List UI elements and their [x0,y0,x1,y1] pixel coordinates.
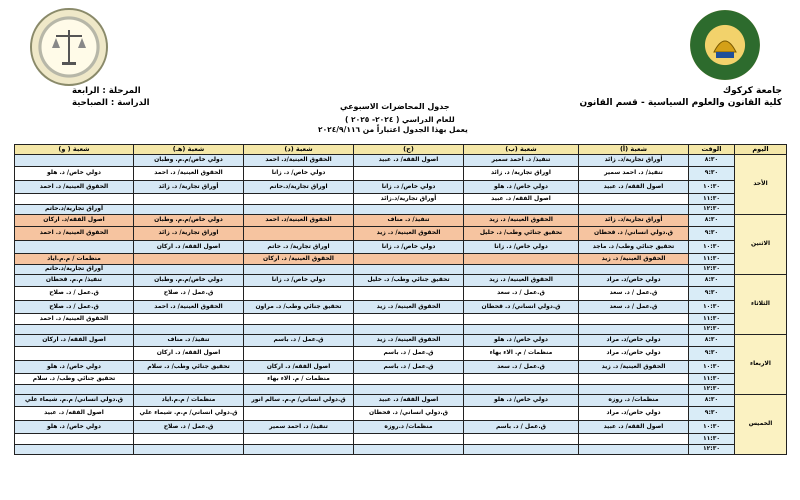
lecture-cell: اصول الفقه/ د. اركان [15,335,134,347]
table-row [15,275,787,287]
column-header: شعبة ( و) [15,145,134,155]
lecture-cell: ق.عمل / د. باسم [354,361,464,374]
table-row [15,241,787,254]
lecture-cell: دولي خاص/ د. زانا [464,241,579,254]
lecture-cell: تحقيق جنائي وطب/ د. مراون [244,301,354,314]
lecture-cell [579,434,689,445]
lecture-cell: دولي خاص/د. مراد [579,347,689,361]
table-row [15,445,787,455]
time-cell: ١٢:٣٠ [689,265,735,275]
lecture-cell: الحقوق العينية/ د. احمد [15,181,134,194]
time-cell: ١٢:٣٠ [689,445,735,455]
lecture-cell: دولي خاص/د. مراد [579,335,689,347]
dome-icon [690,10,760,80]
lecture-cell [464,254,579,265]
lecture-cell: اصول الفقه/ د. عبيد [354,395,464,407]
lecture-cell [579,374,689,385]
lecture-cell: الحقوق العينية/ د. زيد [579,361,689,374]
lecture-cell: دولي خاص/ د. زانا [244,275,354,287]
lecture-cell [354,434,464,445]
lecture-cell [354,254,464,265]
study-label: الدراسة : الصباحية [72,98,150,108]
lecture-cell [354,314,464,325]
lecture-cell [15,325,134,335]
lecture-cell: منظمات/ د. روزه [579,395,689,407]
lecture-cell [354,265,464,275]
lecture-cell: اوراق تجارية/د.حاتم [244,181,354,194]
lecture-cell: ق.دولي انساني/ د. قحطان [354,407,464,421]
lecture-cell [579,314,689,325]
lecture-cell: دولي خاص/ د. زانا [244,167,354,181]
lecture-cell [464,385,579,395]
table-row [15,215,787,227]
lecture-cell: ق.عمل / د. باسم [354,347,464,361]
lecture-cell: ق.عمل / د. صلاح [15,301,134,314]
lecture-cell [244,347,354,361]
lecture-cell [464,407,579,421]
lecture-cell [15,155,134,167]
university-name: جامعة كركوك [722,86,782,96]
lecture-cell: اصول الفقه/د. اركان [15,215,134,227]
effective-date: يعمل بهذا الجدول اعتباراً من ٢٠٢٤/٩/١١٦ [318,125,468,134]
time-cell: ١١:٣٠ [689,194,735,205]
day-cell: الاربعاء [735,335,787,395]
lecture-cell: الحقوق العينية/ د. احمد [15,227,134,241]
lecture-cell [15,434,134,445]
lecture-cell: دولي خاص/ د. هلو [15,421,134,434]
table-row [15,155,787,167]
lecture-cell: ق.دولي انساني/ م.م. شيماء علي [15,395,134,407]
table-row [15,205,787,215]
lecture-cell: اصول الفقه/ د. عبيد [464,194,579,205]
lecture-cell: الحقوق العينية/ د. احمد [134,301,244,314]
lecture-cell: اوراق تجارية/ د. حاتم [244,241,354,254]
day-cell: الاثنين [735,215,787,275]
lecture-cell [134,265,244,275]
table-row [15,325,787,335]
column-header: شعبة (هـ) [134,145,244,155]
lecture-cell: أوراق تجارية/ د. زائد [134,181,244,194]
table-row [15,421,787,434]
lecture-cell [15,385,134,395]
lecture-cell: ق.دولي انساني/ د. قحطان [464,301,579,314]
lecture-cell: اصول الفقه/ د. اركان [244,361,354,374]
lecture-cell [354,374,464,385]
time-cell: ٩:٣٠ [689,347,735,361]
time-cell: ١٠:٣٠ [689,361,735,374]
lecture-cell [244,434,354,445]
column-header: اليوم [735,145,787,155]
column-header: (ج) [354,145,464,155]
lecture-cell: الحقوق العينية/ د. زيد [579,254,689,265]
lecture-cell: اصول الفقه/ د. اركان [134,347,244,361]
time-cell: ٩:٣٠ [689,407,735,421]
lecture-cell: اصول الفقه/ د. عبيد [579,181,689,194]
lecture-cell [134,314,244,325]
lecture-cell: ق.عمل / د. باسم [244,335,354,347]
lecture-cell: الحقوق العينية/د. احمد [244,155,354,167]
lecture-cell: تحقيق جنائي وطب/ د. ماجد [579,241,689,254]
table-row [15,374,787,385]
lecture-cell [244,325,354,335]
lecture-cell: دولي خاص/ د. زانا [354,181,464,194]
university-logo [690,10,760,80]
day-cell: الثلاثاء [735,275,787,335]
table-header-row [15,145,787,155]
lecture-cell: الحقوق العينية/ د. زيد [354,227,464,241]
time-cell: ١٠:٣٠ [689,181,735,194]
lecture-cell: الحقوق العينية/ د. زيد [464,275,579,287]
lecture-cell: تحقيق جنائي وطب/ د. خليل [464,227,579,241]
lecture-cell: دولي خاص/م.م. وطبان [134,155,244,167]
lecture-cell [244,407,354,421]
lecture-cell [579,265,689,275]
lecture-cell [354,445,464,455]
time-cell: ١٢:٣٠ [689,325,735,335]
lecture-cell: دولي خاص/ د. هلو [464,181,579,194]
table-row [15,407,787,421]
lecture-cell: ق.دولي انساني/ م.م. سالم انور [244,395,354,407]
lecture-cell [464,205,579,215]
lecture-cell: أوراق تجارية/د.حاتم [15,265,134,275]
lecture-cell: تنفيذ/ د. احمد سمير [464,155,579,167]
college-logo [30,8,108,86]
lecture-cell [464,265,579,275]
lecture-cell: دولي خاص/م.م. وطبان [134,275,244,287]
lecture-cell [15,347,134,361]
college-department: كلية القانون والعلوم السياسية - قسم القانون [579,98,782,108]
lecture-cell [579,445,689,455]
lecture-cell [134,254,244,265]
lecture-cell [134,205,244,215]
lecture-cell [354,287,464,301]
lecture-cell: منظمات/ د.روزه [354,421,464,434]
time-cell: ٩:٣٠ [689,227,735,241]
lecture-cell [579,325,689,335]
table-row [15,167,787,181]
lecture-cell: ق.عمل / د. سعد [464,361,579,374]
time-cell: ١١:٣٠ [689,374,735,385]
time-cell: ١١:٣٠ [689,434,735,445]
lecture-cell [464,434,579,445]
lecture-cell: دولي خاص/ د. زانا [354,241,464,254]
lecture-cell [244,265,354,275]
lecture-cell: تحقيق جنائي وطب/ د. خليل [354,275,464,287]
lecture-cell: اصول الفقه/ د. اركان [134,241,244,254]
lecture-cell: اوراق تجارية/ د. زائد [464,167,579,181]
lecture-cell: الحقوق العينية/ د. زيد [354,335,464,347]
scales-of-justice-icon [32,10,106,84]
lecture-cell: دولي خاص/ د. هلو [15,167,134,181]
lecture-cell: تنفيذ/ د. مناف [354,215,464,227]
lecture-cell: تنفيذ/ د. احمد سمير [244,421,354,434]
lecture-cell: اوراق تجارية/ د. زائد [134,227,244,241]
lecture-cell [464,445,579,455]
lecture-cell: اصول الفقه/ د. عبيد [579,421,689,434]
table-row [15,395,787,407]
lecture-cell [15,194,134,205]
time-cell: ٩:٣٠ [689,287,735,301]
time-cell: ٩:٣٠ [689,167,735,181]
lecture-cell: منظمات / م. الاء بهاء [464,347,579,361]
lecture-cell: دولي خاص/ د. هلو [15,361,134,374]
lecture-cell: تنفيذ/ د. مناف [134,335,244,347]
lecture-cell: تنفيذ/ د. احمد سمير [579,167,689,181]
lecture-cell [15,445,134,455]
lecture-cell [244,194,354,205]
column-header: شعبة (ب) [464,145,579,155]
lecture-cell: دولي خاص/د. مراد [579,275,689,287]
lecture-cell: ق.عمل / د. صلاح [15,287,134,301]
lecture-cell: منظمات / م.م.اياد [15,254,134,265]
lecture-cell: تحقيق جنائي وطب/ د. سلام [134,361,244,374]
lecture-cell [134,325,244,335]
table-row [15,385,787,395]
lecture-cell: أوراق تجارية/د. زائد [579,155,689,167]
lecture-cell [244,205,354,215]
time-cell: ١١:٣٠ [689,254,735,265]
lecture-cell [579,205,689,215]
table-row [15,361,787,374]
table-row [15,254,787,265]
lecture-cell: أوراق تجارية/د.زائد [354,194,464,205]
lecture-cell: دولي خاص/م.م. وطبان [134,215,244,227]
lecture-cell: ق.عمل / د. سعد [579,301,689,314]
day-cell: الأحد [735,155,787,215]
lecture-cell [579,385,689,395]
table-row [15,314,787,325]
lecture-cell [354,205,464,215]
time-cell: ١٢:٣٠ [689,205,735,215]
lecture-cell: ق.عمل / د. سعد [464,287,579,301]
lecture-cell [244,227,354,241]
table-row [15,434,787,445]
lecture-cell: الحقوق العينية/د. احمد [244,215,354,227]
column-header: شعبة (د) [244,145,354,155]
lecture-cell [354,167,464,181]
schedule-title: جدول المحاضرات الاسبوعي [340,102,450,111]
lecture-cell [134,194,244,205]
lecture-cell: أوراق تجارية/د.حاتم [15,205,134,215]
lecture-cell: الحقوق العينية/ د. اركان [244,254,354,265]
table-row [15,181,787,194]
lecture-cell: ق.عمل / د. صلاح [134,287,244,301]
schedule-table [14,144,787,455]
table-row [15,194,787,205]
table-row [15,265,787,275]
lecture-cell [579,194,689,205]
lecture-cell: اصول الفقه/ د. عبيد [15,407,134,421]
column-header: شعبة (أ) [579,145,689,155]
lecture-cell [464,374,579,385]
lecture-cell [354,325,464,335]
lecture-cell [134,385,244,395]
lecture-cell [244,445,354,455]
table-row [15,287,787,301]
stage-label: المرحلة : الرابعة [72,86,141,96]
day-cell: الخميس [735,395,787,455]
time-cell: ٨:٣٠ [689,275,735,287]
lecture-cell [244,314,354,325]
lecture-cell: منظمات / م. الاء بهاء [244,374,354,385]
time-cell: ٨:٣٠ [689,155,735,167]
lecture-cell [464,314,579,325]
table-row [15,227,787,241]
lecture-cell [15,241,134,254]
lecture-cell: ق.عمل / د. باسم [464,421,579,434]
lecture-cell: اصول الفقه/ د. عبيد [354,155,464,167]
lecture-cell: دولي خاص/ د. هلو [464,395,579,407]
lecture-cell: الحقوق العينية/ د. زيد [354,301,464,314]
time-cell: ١٠:٣٠ [689,301,735,314]
time-cell: ١٠:٣٠ [689,241,735,254]
lecture-cell: أوراق تجارية/د. زائد [579,215,689,227]
lecture-cell [134,374,244,385]
lecture-cell [134,434,244,445]
time-cell: ٨:٣٠ [689,215,735,227]
academic-year: للعام الدراسي ( ٢٠٢٤- ٢٠٢٥ ) [345,115,455,124]
lecture-cell: منظمات / م.م.اياد [134,395,244,407]
lecture-cell: ق.دولي انساني/ م.م. شيماء علي [134,407,244,421]
lecture-cell: تحقيق جنائي وطب/ د. سلام [15,374,134,385]
time-cell: ١٠:٣٠ [689,421,735,434]
table-row [15,335,787,347]
lecture-cell: الحقوق العينية/ د. زيد [464,215,579,227]
column-header: الوقت [689,145,735,155]
lecture-cell: دولي خاص/د. مراد [579,407,689,421]
lecture-cell [244,287,354,301]
lecture-cell: دولي خاص/ د. هلو [464,335,579,347]
lecture-cell [354,385,464,395]
lecture-cell [464,325,579,335]
time-cell: ١١:٣٠ [689,314,735,325]
lecture-cell [244,385,354,395]
time-cell: ٨:٣٠ [689,395,735,407]
lecture-cell: تنفيذ/ م.م. قحطان [15,275,134,287]
table-row [15,347,787,361]
lecture-cell: ق.دولي انساني/ د. قحطان [579,227,689,241]
table-row [15,301,787,314]
lecture-cell: ق.عمل / د. صلاح [134,421,244,434]
time-cell: ١٢:٣٠ [689,385,735,395]
lecture-cell [134,445,244,455]
lecture-cell: ق.عمل / د. سعد [579,287,689,301]
time-cell: ٨:٣٠ [689,335,735,347]
lecture-cell: الحقوق العينية/ د. احمد [134,167,244,181]
lecture-cell: الحقوق العينية/ د. احمد [15,314,134,325]
